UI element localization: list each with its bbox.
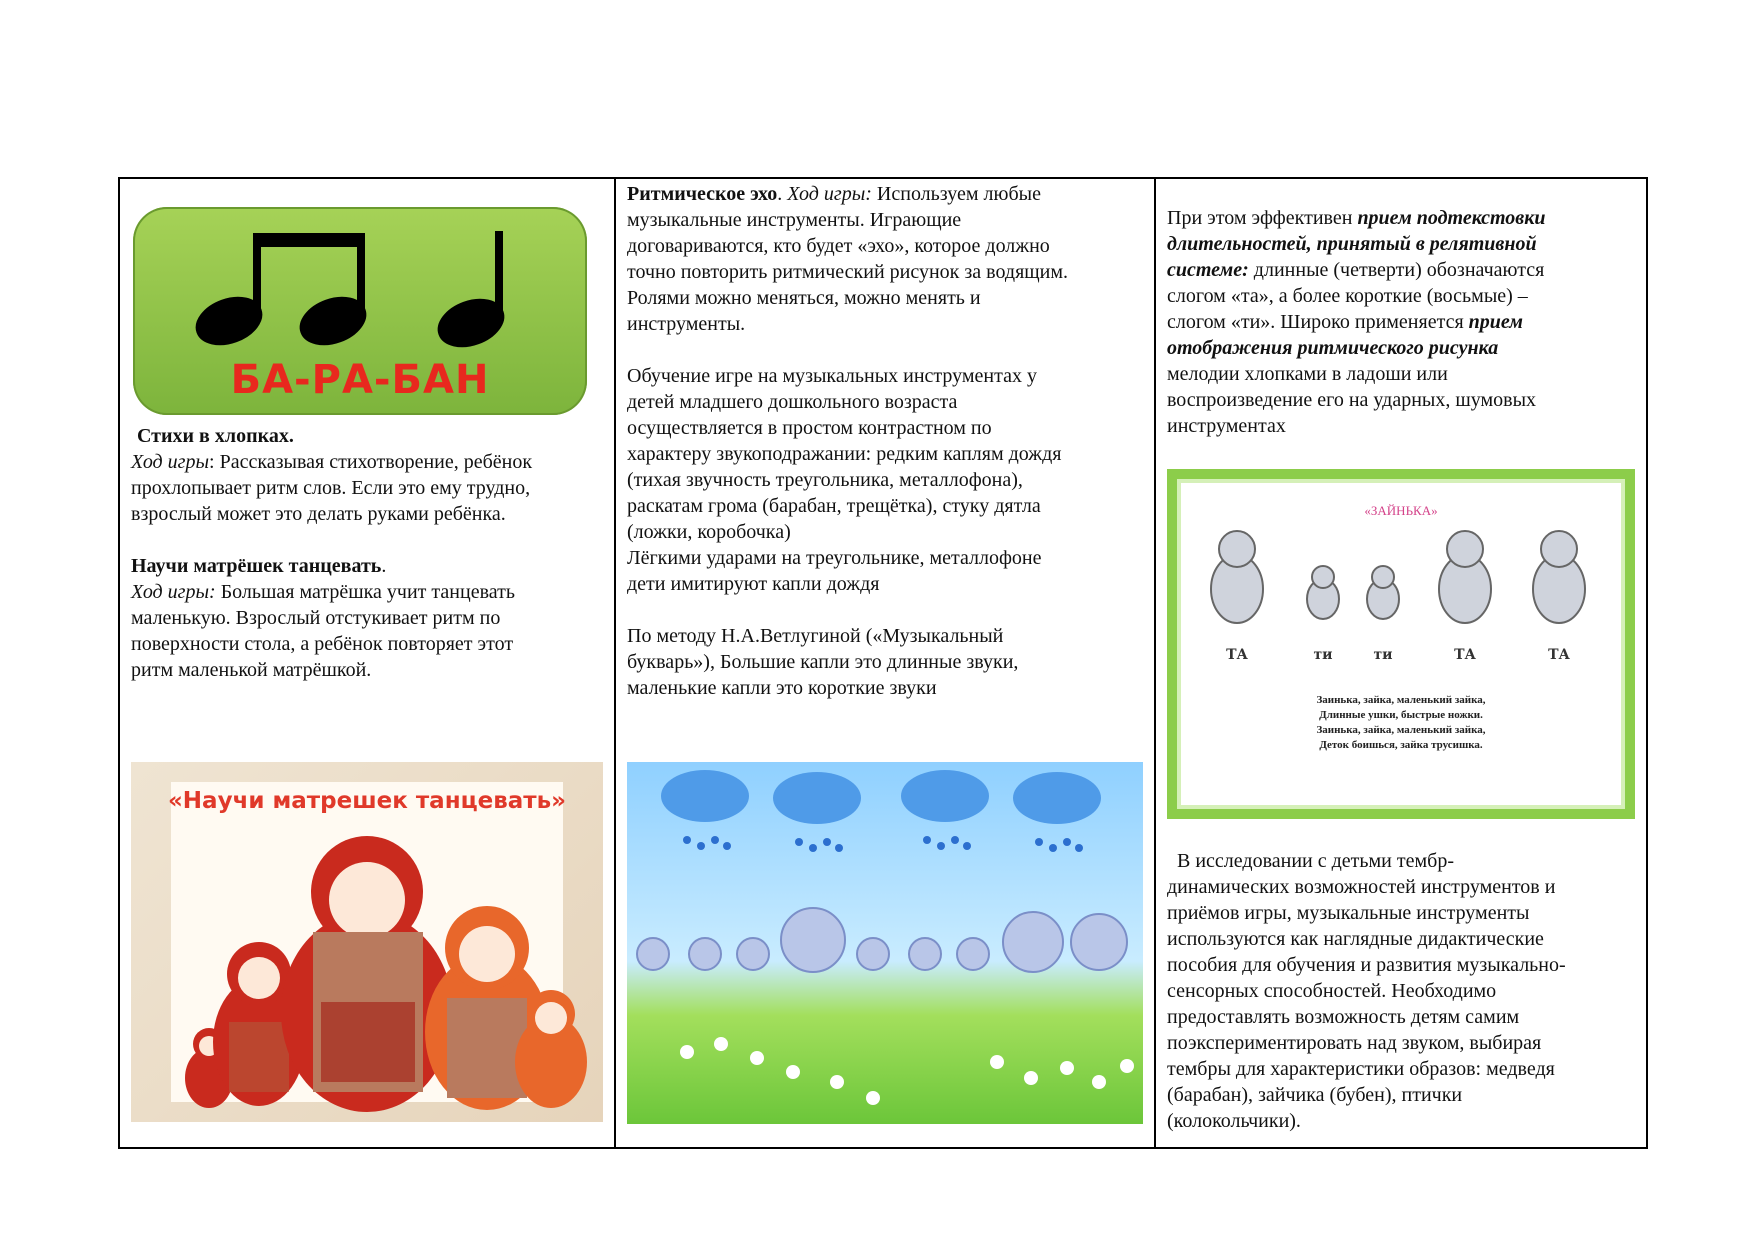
game1-line: : Рассказывая стихотворение, ребёнок (209, 451, 533, 473)
p2-line: поэкспериментировать над звуком, выбирая (1167, 1032, 1542, 1054)
col1-text: Стихи в хлопках. Ход игры: Рассказывая стихотворение, ребёнок прохлопывает ритм слов. Если это ему трудно, взрослый может это делать руками ребёнка. Научи матрёшек танцевать. Ход игры: Большая матрёшка учит танцевать маленькую. Взрослый отстукивает ритм по поверхности стола, а ребёнок повторяет этот ритм маленькой матрёшкой. (131, 423, 607, 683)
echo-title: Ритмическое эхо (627, 183, 778, 205)
matryoshka-image-title: «Научи матрешек танцевать» (167, 788, 567, 814)
baraban-label: БА-РА-БАН (230, 357, 490, 403)
content-table (118, 177, 1648, 1149)
echo-prefix: Ход игры: (787, 183, 872, 205)
col3-text-top (1167, 205, 1637, 439)
method-line: букварь»), Большие капли это длинные звуки, (627, 651, 1019, 673)
matryoshka-image (131, 762, 603, 1122)
matryoshka-dolls-icon (131, 762, 603, 1122)
teach-line: Лёгкими ударами на треугольнике, металлофоне (627, 547, 1042, 569)
p1-emphasis: длительностей, принятый в релятивной (1167, 233, 1537, 255)
p1-line: инструментах (1167, 415, 1286, 437)
p1-line: слогом «ти». Широко применяется (1167, 311, 1469, 333)
echo-line: инструменты. (627, 313, 746, 335)
p1-line: слогом «та», а более короткие (восьмые) – (1167, 285, 1528, 307)
bunnies-icon (1177, 479, 1625, 809)
teach-line: дети имитируют капли дождя (627, 573, 880, 595)
p2-line: В исследовании с детьми тембр- (1167, 850, 1454, 872)
clouds-and-drops-icon (627, 762, 1143, 1124)
p1-line: воспроизведение его на ударных, шумовых (1167, 389, 1537, 411)
lyrics-line: Деток боишься, зайка трусишка. (1319, 739, 1483, 751)
p2-line: используются как наглядные дидактические (1167, 928, 1544, 950)
game2-line: Большая матрёшка учит танцевать (215, 581, 515, 603)
p1-emphasis: отображения ритмического рисунка (1167, 337, 1499, 359)
p2-line: (барабан), зайчика (бубен), птички (1167, 1084, 1463, 1106)
p2-line: пособия для обучения и развития музыкально- (1167, 954, 1566, 976)
teach-line: детей младшего дошкольного возраста (627, 391, 958, 413)
p1-line: При этом эффективен (1167, 207, 1358, 229)
baraban-banner (133, 207, 587, 415)
zainka-lyrics (1177, 693, 1625, 753)
p2-line: динамических возможностей инструментов и (1167, 876, 1556, 898)
game2-line: поверхности стола, а ребёнок повторяет этот (131, 633, 514, 655)
col2-text: Ритмическое эхо. Ход игры: Используем любые музыкальные инструменты. Играющие договариваются, кто будет «эхо», которое должно точно повторить ритмический рисунок за водящим. Ролями можно меняться, можно менять и инструменты. Обучение игре на музыкальных инструментах у детей младшего дошкольного возраста осуществляется в простом контрастном по характеру звукоподражании: редким каплям дождя (тихая звучность треугольника, металлофона), раскатам грома (барабан, трещётка), стуку дятла (ложки, коробочка) Лёгкими ударами на треугольнике, металлофоне дети имитируют капли дождя По методу Н.А.Ветлугиной («Музыкальный букварь»), Большие капли это длинные звуки, маленькие капли это короткие звуки (627, 181, 1151, 701)
p1-line: длинные (четверти) обозначаются (1248, 259, 1545, 281)
p1-emphasis: прием (1468, 311, 1523, 333)
column-1 (120, 179, 616, 1147)
teach-line: Обучение игре на музыкальных инструментах у (627, 365, 1037, 387)
p2-line: (колокольчики). (1167, 1110, 1301, 1132)
game1-line: прохлопывает ритм слов. Если это ему трудно, (131, 477, 531, 499)
p2-line: сенсорных способностей. Необходимо (1167, 980, 1497, 1002)
teach-line: характеру звукоподражании: редким каплям дождя (627, 443, 1062, 465)
game2-title: Научи матрёшек танцевать (131, 555, 382, 577)
echo-line: точно повторить ритмический рисунок за водящим. (627, 261, 1069, 283)
syllable-2: ти (1313, 647, 1333, 663)
game1-prefix: Ход игры (131, 451, 210, 473)
column-2 (616, 179, 1156, 1147)
echo-line: договариваются, кто будет «эхо», которое должно (627, 235, 1050, 257)
p2-line: предоставлять возможность детям самим (1167, 1006, 1520, 1028)
game2-line: маленькую. Взрослый отстукивает ритм по (131, 607, 501, 629)
lyrics-line: Заинька, зайка, маленький зайка, (1316, 694, 1486, 706)
raindrops-image (627, 762, 1143, 1124)
column-3 (1156, 179, 1646, 1147)
p1-line: мелодии хлопками в ладоши или (1167, 363, 1448, 385)
game1-line: взрослый может это делать руками ребёнка. (131, 503, 506, 525)
syllable-4: ТА (1454, 647, 1476, 663)
game2-line: ритм маленькой матрёшкой. (131, 659, 372, 681)
teach-line: (ложки, коробочка) (627, 521, 791, 543)
zainka-image (1167, 469, 1635, 819)
method-line: маленькие капли это короткие звуки (627, 677, 937, 699)
syllable-1: ТА (1226, 647, 1248, 663)
p1-emphasis: прием подтекстовки (1357, 207, 1546, 229)
teach-line: раскатам грома (барабан, трещётка), стуку дятла (627, 495, 1041, 517)
teach-line: (тихая звучность треугольника, металлофона), (627, 469, 1023, 491)
echo-line: музыкальные инструменты. Играющие (627, 209, 962, 231)
method-line: По методу Н.А.Ветлугиной («Музыкальный (627, 625, 1004, 647)
col3-text-bottom (1167, 848, 1637, 1134)
p2-line: тембры для характеристики образов: медведя (1167, 1058, 1555, 1080)
game2-prefix: Ход игры: (131, 581, 216, 603)
syllable-3: ти (1373, 647, 1393, 663)
teach-line: осуществляется в простом контрастном по (627, 417, 992, 439)
zainka-title: «ЗАЙНЬКА» (1364, 503, 1438, 518)
game1-title: Стихи в хлопках. (137, 425, 294, 447)
syllable-5: ТА (1548, 647, 1570, 663)
p2-line: приёмов игры, музыкальные инструменты (1167, 902, 1530, 924)
music-notes-icon (133, 207, 587, 357)
lyrics-line: Заинька, зайка, маленький зайка, (1316, 724, 1486, 736)
lyrics-line: Длинные ушки, быстрые ножки. (1319, 709, 1483, 721)
p1-emphasis: системе: (1167, 259, 1249, 281)
echo-line: Ролями можно меняться, можно менять и (627, 287, 981, 309)
echo-line: Используем любые (871, 183, 1041, 205)
